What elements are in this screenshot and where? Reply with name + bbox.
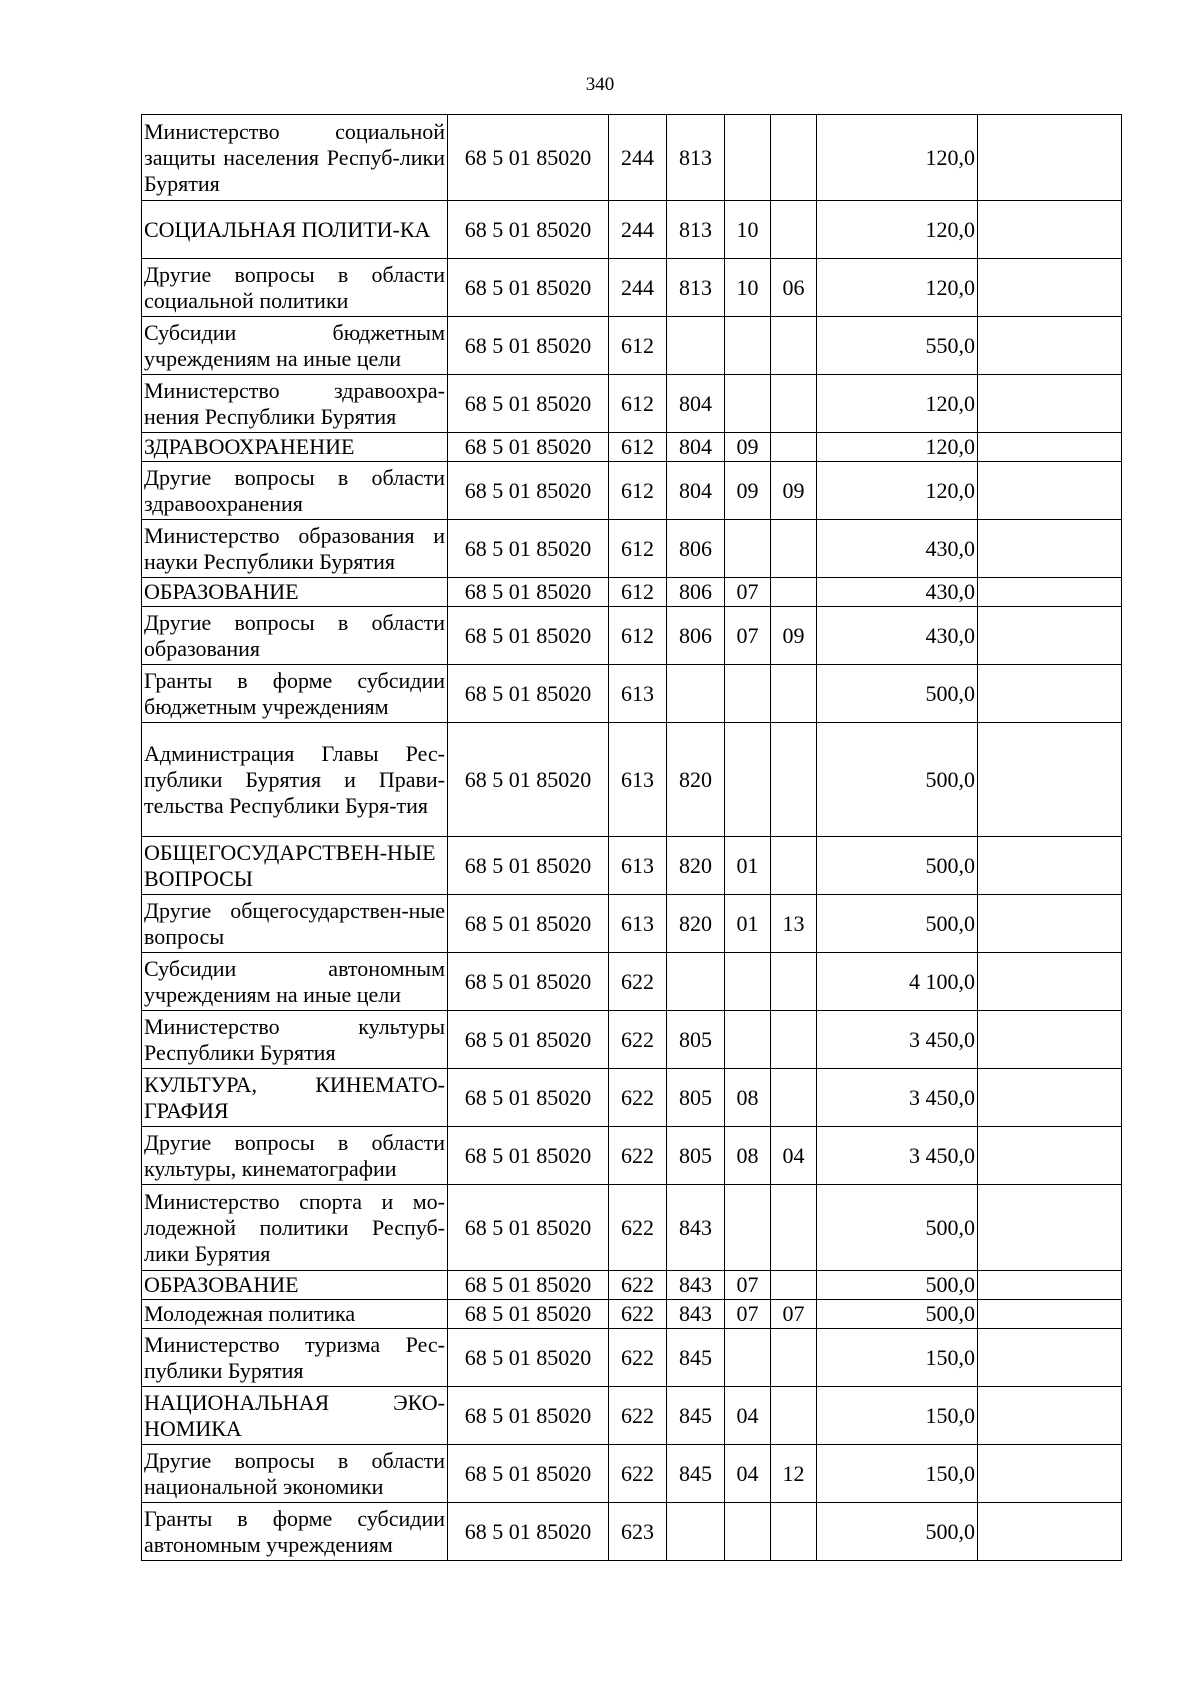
row-name-cell: Другие вопросы в области культуры, кинематографии — [142, 1127, 448, 1185]
sum-cell: 500,0 — [817, 723, 978, 837]
subsection-cell — [771, 1271, 817, 1300]
subsection-cell — [771, 665, 817, 723]
sum-cell: 4 100,0 — [817, 953, 978, 1011]
row-name-cell: Министерство здравоохра-нения Республики Бурятия — [142, 375, 448, 433]
row-name-cell: НАЦИОНАЛЬНАЯ ЭКО-НОМИКА — [142, 1387, 448, 1445]
table-row — [142, 201, 1122, 259]
target-article-cell: 68 5 01 85020 — [448, 1445, 609, 1503]
subsection-cell — [771, 578, 817, 607]
sum-cell: 120,0 — [817, 259, 978, 317]
target-article-cell: 68 5 01 85020 — [448, 1185, 609, 1271]
sum-cell: 430,0 — [817, 607, 978, 665]
subsection-cell — [771, 1185, 817, 1271]
table-row — [142, 1185, 1122, 1271]
target-article-cell: 68 5 01 85020 — [448, 1271, 609, 1300]
sum-cell: 430,0 — [817, 520, 978, 578]
sum-cell: 550,0 — [817, 317, 978, 375]
subsection-cell — [771, 1387, 817, 1445]
table-row — [142, 723, 1122, 837]
target-article-cell: 68 5 01 85020 — [448, 317, 609, 375]
sum-cell: 3 450,0 — [817, 1011, 978, 1069]
extra-cell — [978, 1185, 1122, 1271]
subsection-cell: 09 — [771, 607, 817, 665]
section-cell — [725, 317, 771, 375]
extra-cell — [978, 607, 1122, 665]
row-name-cell: Администрация Главы Рес-публики Бурятия и Прави-тельства Республики Буря-тия — [142, 723, 448, 837]
ministry-code-cell: 820 — [667, 837, 725, 895]
subsection-cell — [771, 433, 817, 462]
ministry-code-cell — [667, 665, 725, 723]
extra-cell — [978, 201, 1122, 259]
section-cell: 01 — [725, 837, 771, 895]
target-article-cell: 68 5 01 85020 — [448, 1069, 609, 1127]
ministry-code-cell: 845 — [667, 1387, 725, 1445]
sum-cell: 3 450,0 — [817, 1069, 978, 1127]
target-article-cell: 68 5 01 85020 — [448, 1127, 609, 1185]
subsection-cell: 06 — [771, 259, 817, 317]
table-row — [142, 1445, 1122, 1503]
subsection-cell — [771, 953, 817, 1011]
expense-type-cell: 622 — [609, 1069, 667, 1127]
table-row — [142, 433, 1122, 462]
target-article-cell: 68 5 01 85020 — [448, 1329, 609, 1387]
target-article-cell: 68 5 01 85020 — [448, 665, 609, 723]
sum-cell: 500,0 — [817, 1271, 978, 1300]
extra-cell — [978, 520, 1122, 578]
section-cell: 09 — [725, 433, 771, 462]
row-name-cell: Субсидии бюджетным учреждениям на иные цели — [142, 317, 448, 375]
sum-cell: 500,0 — [817, 665, 978, 723]
section-cell — [725, 1329, 771, 1387]
table-body — [142, 115, 1122, 1561]
ministry-code-cell: 804 — [667, 433, 725, 462]
ministry-code-cell: 820 — [667, 723, 725, 837]
section-cell: 10 — [725, 201, 771, 259]
target-article-cell: 68 5 01 85020 — [448, 837, 609, 895]
ministry-code-cell: 820 — [667, 895, 725, 953]
sum-cell: 150,0 — [817, 1387, 978, 1445]
subsection-cell — [771, 375, 817, 433]
target-article-cell: 68 5 01 85020 — [448, 607, 609, 665]
table-row — [142, 317, 1122, 375]
extra-cell — [978, 1011, 1122, 1069]
row-name-cell: Другие общегосударствен-ные вопросы — [142, 895, 448, 953]
ministry-code-cell: 843 — [667, 1300, 725, 1329]
extra-cell — [978, 1387, 1122, 1445]
target-article-cell: 68 5 01 85020 — [448, 375, 609, 433]
table-row — [142, 1329, 1122, 1387]
section-cell — [725, 115, 771, 201]
sum-cell: 3 450,0 — [817, 1127, 978, 1185]
row-name-cell: ОБРАЗОВАНИЕ — [142, 578, 448, 607]
ministry-code-cell: 806 — [667, 578, 725, 607]
target-article-cell: 68 5 01 85020 — [448, 1503, 609, 1561]
ministry-code-cell: 813 — [667, 201, 725, 259]
extra-cell — [978, 433, 1122, 462]
row-name-cell: ОБРАЗОВАНИЕ — [142, 1271, 448, 1300]
table-row — [142, 115, 1122, 201]
row-name-cell: Гранты в форме субсидии автономным учреждениям — [142, 1503, 448, 1561]
expense-type-cell: 622 — [609, 1445, 667, 1503]
subsection-cell: 13 — [771, 895, 817, 953]
row-name-cell: Гранты в форме субсидии бюджетным учреждениям — [142, 665, 448, 723]
target-article-cell: 68 5 01 85020 — [448, 433, 609, 462]
expense-type-cell: 622 — [609, 1329, 667, 1387]
row-name-cell: Другие вопросы в области национальной экономики — [142, 1445, 448, 1503]
subsection-cell — [771, 317, 817, 375]
expense-type-cell: 622 — [609, 1185, 667, 1271]
extra-cell — [978, 1329, 1122, 1387]
target-article-cell: 68 5 01 85020 — [448, 953, 609, 1011]
expense-type-cell: 622 — [609, 1127, 667, 1185]
row-name-cell: Министерство культуры Республики Бурятия — [142, 1011, 448, 1069]
section-cell — [725, 1185, 771, 1271]
extra-cell — [978, 1069, 1122, 1127]
expense-type-cell: 613 — [609, 895, 667, 953]
table-row — [142, 375, 1122, 433]
ministry-code-cell: 804 — [667, 375, 725, 433]
expense-type-cell: 622 — [609, 1387, 667, 1445]
target-article-cell: 68 5 01 85020 — [448, 201, 609, 259]
table-row — [142, 837, 1122, 895]
ministry-code-cell: 805 — [667, 1011, 725, 1069]
section-cell: 07 — [725, 607, 771, 665]
extra-cell — [978, 953, 1122, 1011]
expense-type-cell: 612 — [609, 433, 667, 462]
subsection-cell — [771, 1503, 817, 1561]
ministry-code-cell: 813 — [667, 115, 725, 201]
subsection-cell — [771, 520, 817, 578]
table-row — [142, 953, 1122, 1011]
table-row — [142, 895, 1122, 953]
section-cell: 01 — [725, 895, 771, 953]
sum-cell: 120,0 — [817, 115, 978, 201]
section-cell — [725, 1503, 771, 1561]
expense-type-cell: 622 — [609, 953, 667, 1011]
expense-type-cell: 612 — [609, 317, 667, 375]
target-article-cell: 68 5 01 85020 — [448, 1011, 609, 1069]
table-row — [142, 607, 1122, 665]
ministry-code-cell — [667, 1503, 725, 1561]
row-name-cell: Министерство образования и науки Республики Бурятия — [142, 520, 448, 578]
section-cell: 07 — [725, 578, 771, 607]
subsection-cell — [771, 201, 817, 259]
subsection-cell — [771, 1011, 817, 1069]
subsection-cell — [771, 115, 817, 201]
ministry-code-cell: 813 — [667, 259, 725, 317]
row-name-cell: Другие вопросы в области образования — [142, 607, 448, 665]
extra-cell — [978, 462, 1122, 520]
subsection-cell: 09 — [771, 462, 817, 520]
extra-cell — [978, 1445, 1122, 1503]
expense-type-cell: 612 — [609, 462, 667, 520]
ministry-code-cell: 805 — [667, 1069, 725, 1127]
subsection-cell: 12 — [771, 1445, 817, 1503]
section-cell: 08 — [725, 1069, 771, 1127]
ministry-code-cell: 845 — [667, 1329, 725, 1387]
subsection-cell — [771, 1069, 817, 1127]
section-cell — [725, 520, 771, 578]
table-row — [142, 578, 1122, 607]
extra-cell — [978, 115, 1122, 201]
extra-cell — [978, 723, 1122, 837]
section-cell — [725, 953, 771, 1011]
target-article-cell: 68 5 01 85020 — [448, 520, 609, 578]
section-cell: 04 — [725, 1387, 771, 1445]
subsection-cell: 07 — [771, 1300, 817, 1329]
row-name-cell: СОЦИАЛЬНАЯ ПОЛИТИ-КА — [142, 201, 448, 259]
section-cell — [725, 723, 771, 837]
row-name-cell: Министерство спорта и мо-лодежной политики Респуб-лики Бурятия — [142, 1185, 448, 1271]
sum-cell: 500,0 — [817, 1503, 978, 1561]
target-article-cell: 68 5 01 85020 — [448, 259, 609, 317]
expense-type-cell: 623 — [609, 1503, 667, 1561]
section-cell: 07 — [725, 1300, 771, 1329]
sum-cell: 500,0 — [817, 837, 978, 895]
ministry-code-cell: 806 — [667, 520, 725, 578]
sum-cell: 120,0 — [817, 201, 978, 259]
extra-cell — [978, 578, 1122, 607]
ministry-code-cell: 843 — [667, 1185, 725, 1271]
row-name-cell: Субсидии автономным учреждениям на иные цели — [142, 953, 448, 1011]
subsection-cell — [771, 1329, 817, 1387]
sum-cell: 500,0 — [817, 1185, 978, 1271]
sum-cell: 150,0 — [817, 1329, 978, 1387]
section-cell — [725, 1011, 771, 1069]
sum-cell: 120,0 — [817, 462, 978, 520]
ministry-code-cell — [667, 953, 725, 1011]
ministry-code-cell: 804 — [667, 462, 725, 520]
target-article-cell: 68 5 01 85020 — [448, 115, 609, 201]
expense-type-cell: 612 — [609, 375, 667, 433]
expense-type-cell: 613 — [609, 723, 667, 837]
section-cell: 10 — [725, 259, 771, 317]
section-cell — [725, 375, 771, 433]
row-name-cell: Министерство туризма Рес-публики Бурятия — [142, 1329, 448, 1387]
target-article-cell: 68 5 01 85020 — [448, 462, 609, 520]
extra-cell — [978, 375, 1122, 433]
row-name-cell: ЗДРАВООХРАНЕНИЕ — [142, 433, 448, 462]
section-cell: 04 — [725, 1445, 771, 1503]
subsection-cell — [771, 837, 817, 895]
expense-type-cell: 244 — [609, 115, 667, 201]
expense-type-cell: 612 — [609, 578, 667, 607]
table-row — [142, 1069, 1122, 1127]
ministry-code-cell: 806 — [667, 607, 725, 665]
table-row — [142, 1387, 1122, 1445]
subsection-cell — [771, 723, 817, 837]
section-cell — [725, 665, 771, 723]
extra-cell — [978, 895, 1122, 953]
expense-type-cell: 612 — [609, 607, 667, 665]
row-name-cell: КУЛЬТУРА, КИНЕМАТО-ГРАФИЯ — [142, 1069, 448, 1127]
row-name-cell: Молодежная политика — [142, 1300, 448, 1329]
expense-type-cell: 244 — [609, 259, 667, 317]
extra-cell — [978, 1127, 1122, 1185]
extra-cell — [978, 665, 1122, 723]
table-row — [142, 259, 1122, 317]
sum-cell: 430,0 — [817, 578, 978, 607]
table-row — [142, 520, 1122, 578]
table-row — [142, 665, 1122, 723]
row-name-cell: Министерство социальной защиты населения Респуб-лики Бурятия — [142, 115, 448, 201]
extra-cell — [978, 1300, 1122, 1329]
extra-cell — [978, 837, 1122, 895]
table-row — [142, 1300, 1122, 1329]
row-name-cell: ОБЩЕГОСУДАРСТВЕН-НЫЕ ВОПРОСЫ — [142, 837, 448, 895]
extra-cell — [978, 1271, 1122, 1300]
extra-cell — [978, 1503, 1122, 1561]
section-cell: 07 — [725, 1271, 771, 1300]
expense-type-cell: 613 — [609, 665, 667, 723]
expense-type-cell: 613 — [609, 837, 667, 895]
subsection-cell: 04 — [771, 1127, 817, 1185]
extra-cell — [978, 317, 1122, 375]
page-number: 340 — [585, 74, 615, 95]
target-article-cell: 68 5 01 85020 — [448, 1387, 609, 1445]
section-cell: 09 — [725, 462, 771, 520]
target-article-cell: 68 5 01 85020 — [448, 1300, 609, 1329]
section-cell: 08 — [725, 1127, 771, 1185]
extra-cell — [978, 259, 1122, 317]
budget-table — [141, 114, 1122, 1561]
ministry-code-cell: 843 — [667, 1271, 725, 1300]
row-name-cell: Другие вопросы в области социальной политики — [142, 259, 448, 317]
sum-cell: 120,0 — [817, 433, 978, 462]
expense-type-cell: 622 — [609, 1300, 667, 1329]
target-article-cell: 68 5 01 85020 — [448, 723, 609, 837]
expense-type-cell: 612 — [609, 520, 667, 578]
table-row — [142, 1271, 1122, 1300]
sum-cell: 500,0 — [817, 895, 978, 953]
expense-type-cell: 244 — [609, 201, 667, 259]
table-row — [142, 1503, 1122, 1561]
table-row — [142, 1127, 1122, 1185]
row-name-cell: Другие вопросы в области здравоохранения — [142, 462, 448, 520]
target-article-cell: 68 5 01 85020 — [448, 578, 609, 607]
sum-cell: 500,0 — [817, 1300, 978, 1329]
target-article-cell: 68 5 01 85020 — [448, 895, 609, 953]
expense-type-cell: 622 — [609, 1011, 667, 1069]
table-row — [142, 1011, 1122, 1069]
table-row — [142, 462, 1122, 520]
ministry-code-cell: 845 — [667, 1445, 725, 1503]
sum-cell: 150,0 — [817, 1445, 978, 1503]
ministry-code-cell: 805 — [667, 1127, 725, 1185]
ministry-code-cell — [667, 317, 725, 375]
sum-cell: 120,0 — [817, 375, 978, 433]
expense-type-cell: 622 — [609, 1271, 667, 1300]
